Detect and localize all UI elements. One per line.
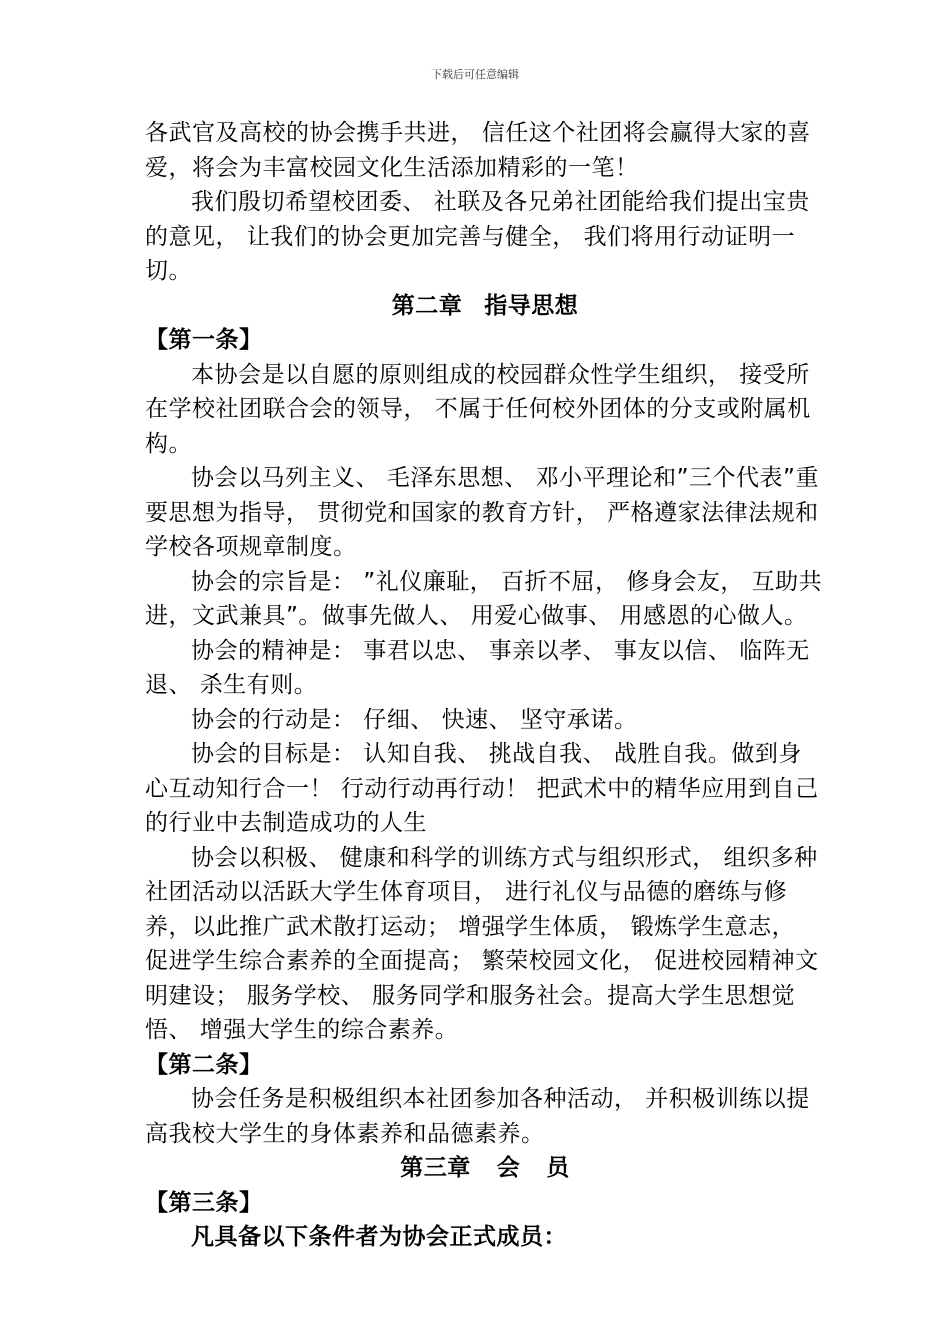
article-two-heading: 【第二条】: [145, 1051, 263, 1078]
paragraph-guidance: 协会以马列主义、 毛泽东思想、 邓小平理论和”三个代表”重要思想为指导， 贯彻党和国家的教育方针， 严格遵家法律法规和学校各项规章制度。: [145, 465, 819, 560]
paragraph-nature: 本协会是以自愿的原则组成的校园群众性学生组织， 接受所在学校社团联合会的领导， 不属于任何校外团体的分支或附属机构。: [145, 361, 811, 457]
chapter-two-heading: [145, 289, 825, 324]
paragraph-tasks: 协会任务是积极组织本社团参加各种活动， 并积极训练以提高我校大学生的身体素养和品德素养。: [145, 1086, 810, 1147]
chapter-three-title-part-a: 会: [496, 1155, 521, 1181]
paragraph-continuation: 各武官及高校的协会携手共进， 信任这个社团将会赢得大家的喜爱，将会为丰富校园文化生活添加精彩的一笔！: [145, 120, 811, 181]
chapter-three-heading: [145, 1151, 825, 1186]
chapter-three-number: 第三章: [400, 1155, 471, 1181]
paragraph-spirit: 协会的精神是： 事君以忠、 事亲以孝、 事友以信、 临阵无退、 杀生有则。: [145, 637, 810, 698]
paragraph-activities: 协会以积极、 健康和科学的训练方式与组织形式， 组织多种社团活动以活跃大学生体育项目， 进行礼仪与品德的磨练与修养，以此推广武术散打运动； 增强学生体质， 锻炼学生意志， 促进学生综合素养的全面提高； 繁荣校园文化， 促进校园精神文明建设； 服务学校、 服务同学和服务社会。提高大学生思想觉悟、 增强大学生的综合素养。: [145, 844, 819, 1043]
document-body: [145, 116, 825, 1255]
paragraph-hope: 我们殷切希望校团委、 社联及各兄弟社团能给我们提出宝贵的意见， 让我们的协会更加完善与健全， 我们将用行动证明一切。: [145, 189, 810, 284]
paragraph-tenet: 协会的宗旨是： ”礼仪廉耻， 百折不屈， 修身会友， 互助共进，文武兼具”。做事先做人、 用爱心做事、 用感恩的心做人。: [145, 568, 823, 629]
header-note: 下载后可任意编辑: [431, 68, 519, 81]
chapter-two-title: 指导思想: [484, 292, 579, 319]
paragraph-goal: 协会的目标是： 认知自我、 挑战自我、 战胜自我。做到身心互动知行合一！ 行动行动再行动！ 把武术中的精华应用到自己的行业中去制造成功的人生: [145, 741, 819, 836]
chapter-three-title-part-b: 员: [546, 1155, 570, 1181]
chapter-two-number: 第二章: [391, 292, 463, 319]
article-one-heading: 【第一条】: [145, 327, 263, 353]
paragraph-action: 协会的行动是： 仔细、 快速、 坚守承诺。: [191, 706, 638, 733]
paragraph-membership-conditions: 凡具备以下条件者为协会正式成员：: [191, 1224, 567, 1250]
article-three-heading: 【第三条】: [145, 1189, 263, 1216]
